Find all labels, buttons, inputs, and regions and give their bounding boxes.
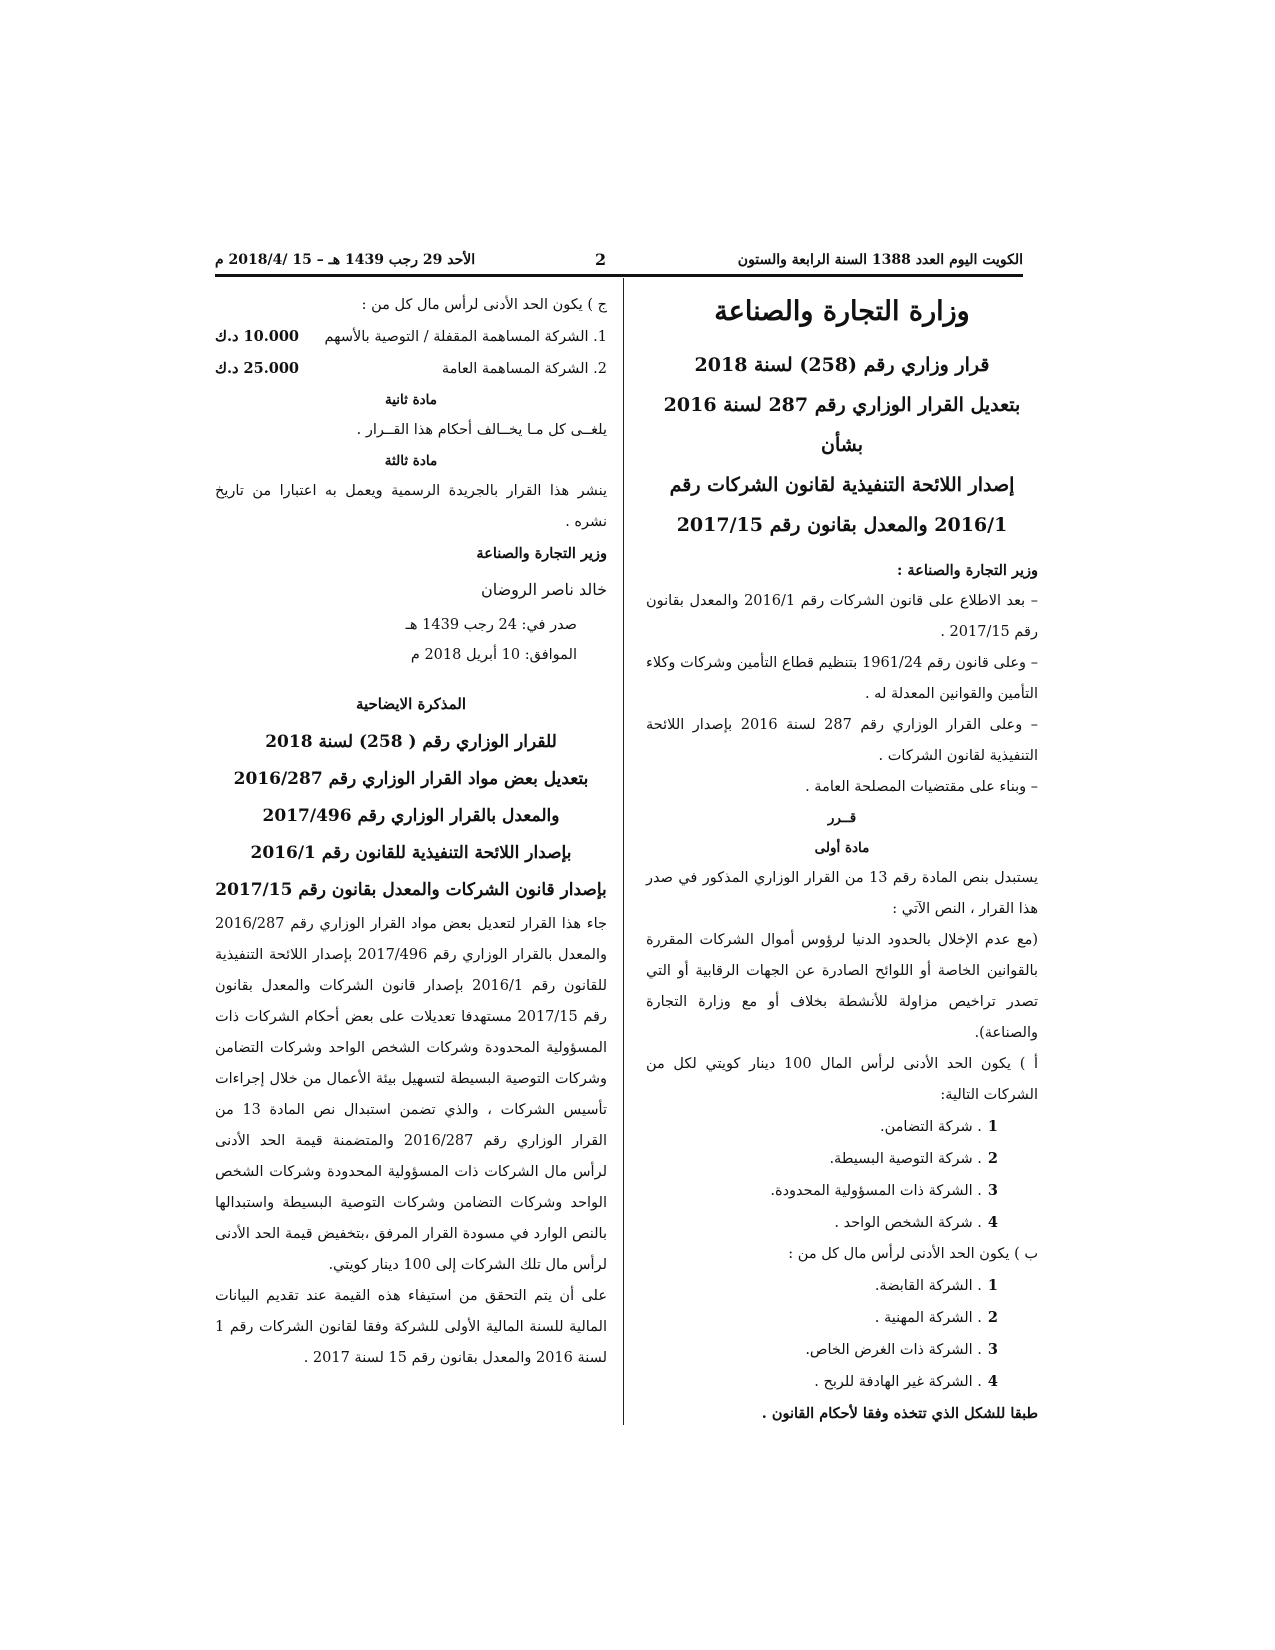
decree-title-line: إصدار اللائحة التنفيذية لقانون الشركات رقم	[669, 474, 1015, 496]
clause-b: ب ) يكون الحد الأدنى لرأس مال كل من :	[788, 1246, 1038, 1262]
memo-subtitle-line: بإصدار اللائحة التنفيذية للقانون رقم 2016/1	[250, 843, 572, 863]
list-item: 4. الشركة غير الهادفة للربح .	[814, 1373, 998, 1390]
item-number: 3	[987, 1341, 998, 1358]
page-header	[215, 250, 1023, 277]
company-type: 2. الشركة المساهمة العامة	[441, 361, 607, 377]
capital-amount: 10.000 د.ك	[215, 328, 300, 345]
memo-body: على أن يتم التحقق من استيفاء هذه القيمة عند تقديم البيانات المالية للسنة المالية الأولى للشركة وفقا لقانون الشركات رقم 1 لسنة 2016 والمعدل بقانون رقم 15 لسنة 2017 .	[215, 1288, 607, 1366]
item-text: الشركة القابضة.	[874, 1278, 973, 1294]
issued-hijri-date: صدر في: 24 رجب 1439 هـ	[405, 617, 577, 633]
closing-text: طبقا للشكل الذي تتخذه وفقا لأحكام القانون .	[761, 1405, 1038, 1422]
article-one-heading: مادة أولى	[814, 840, 870, 856]
company-type: 1. الشركة المساهمة المقفلة / التوصية بالأسهم	[324, 329, 607, 345]
item-number: 2	[987, 1150, 998, 1167]
item-text: الشركة المهنية .	[874, 1310, 973, 1326]
capital-row	[215, 321, 607, 353]
article-three-heading: مادة ثالثة	[384, 453, 438, 469]
column-divider	[623, 278, 624, 1425]
list-item: 4. شركة الشخص الواحد .	[834, 1214, 998, 1231]
list-item: 2. الشركة المهنية .	[874, 1309, 998, 1326]
issued-gregorian-date: الموافق: 10 أبريل 2018 م	[410, 647, 577, 663]
ministry-title: وزارة التجارة والصناعة	[714, 296, 970, 327]
preamble-item: – وعلى قانون رقم 1961/24 بتنظيم قطاع التأمين وشركات وكلاء التأمين والقوانين المعدلة له .	[646, 655, 1038, 702]
item-text: الشركة ذات المسؤولية المحدودة.	[770, 1183, 973, 1199]
memo-subtitle-line: بإصدار قانون الشركات والمعدل بقانون رقم 2017/15	[215, 880, 607, 900]
list-item: 3. الشركة ذات المسؤولية المحدودة.	[770, 1182, 998, 1199]
page-number: 2	[595, 250, 607, 269]
decided-heading: قــرر	[827, 810, 857, 826]
clause-a: أ ) يكون الحد الأدنى لرأس المال 100 دينار كويتي لكل من الشركات التالية:	[646, 1056, 1038, 1103]
list-item: 1. شركة التضامن.	[880, 1118, 998, 1135]
quoted-text: (مع عدم الإخلال بالحدود الدنيا لرؤوس أموال الشركات المقررة بالقوانين الخاصة أو اللوائح الصادرة عن الجهات الرقابية أو التي تصدر تراخيص مزاولة للأنشطة بخلاف أو مع وزارة التجارة والصناعة).	[646, 932, 1038, 1041]
memo-subtitle-line: بتعديل بعض مواد القرار الوزاري رقم 2016/287	[233, 769, 589, 789]
left-column	[215, 290, 607, 1374]
preamble-item: – وعلى القرار الوزاري رقم 287 لسنة 2016 بإصدار اللائحة التنفيذية لقانون الشركات .	[646, 717, 1038, 764]
article-two-heading: مادة ثانية	[384, 392, 438, 408]
item-number: 4	[987, 1214, 998, 1231]
memo-body: جاء هذا القرار لتعديل بعض مواد القرار الوزاري رقم 2016/287 والمعدل بالقرار الوزاري رقم 2017/496 بإصدار اللائحة التنفيذية للقانون رقم 2016/1 بإصدار قانون الشركات والمعدل بقانون رقم 2017/15 مستهدفا تعديلات على بعض أحكام الشركات ذات المسؤولية المحدودة وشركات الشخص الواحد وشركات التضامن وشركات التوصية البسيطة لتسهيل بيئة الأعمال من خلال إجراءات تأسيس الشركات ، والذي تضمن استبدال نص المادة 13 من القرار الوزاري رقم 2016/287 والمتضمنة قيمة الحد الأدنى لرأس مال الشركات ذات المسؤولية المحدودة وشركات الشخص الواحد وشركات التضامن وشركات التوصية البسيطة واستبدالها بالنص الوارد في مسودة القرار المرفق ،بتخفيض قيمة الحد الأدنى لرأس مال تلك الشركات إلى 100 دينار كويتي.	[215, 916, 608, 1273]
item-text: شركة الشخص الواحد .	[834, 1215, 973, 1231]
capital-amount: 25.000 د.ك	[215, 360, 300, 377]
preamble-item: – بعد الاطلاع على قانون الشركات رقم 2016/1 والمعدل بقانون رقم 2017/15 .	[646, 593, 1038, 640]
memo-title: المذكرة الايضاحية	[355, 695, 467, 713]
decree-title-line: 2016/1 والمعدل بقانون رقم 2017/15	[676, 514, 1008, 536]
signature-title: وزير التجارة والصناعة	[476, 545, 607, 562]
article-two-text: يلغــى كل مـا يخــالف أحكام هذا القــرار .	[356, 422, 607, 438]
clause-c: ج ) يكون الحد الأدنى لرأس مال كل من :	[361, 297, 607, 313]
minister-intro: وزير التجارة والصناعة :	[897, 562, 1038, 579]
article-one-text: يستبدل بنص المادة رقم 13 من القرار الوزاري المذكور في صدر هذا القرار ، النص الآتي :	[646, 870, 1038, 917]
memo-subtitle-line: للقرار الوزاري رقم ( 258) لسنة 2018	[265, 732, 557, 752]
list-item: 1. الشركة القابضة.	[874, 1277, 998, 1294]
decree-title-line: قرار وزاري رقم (258) لسنة 2018	[694, 354, 990, 376]
capital-row	[215, 353, 607, 385]
item-number: 1	[987, 1277, 998, 1294]
memo-subtitle-line: والمعدل بالقرار الوزاري رقم 2017/496	[262, 806, 560, 826]
signature-name: خالد ناصر الروضان	[480, 580, 607, 599]
item-text: الشركة ذات الغرض الخاص.	[805, 1342, 973, 1358]
item-text: الشركة غير الهادفة للربح .	[814, 1374, 973, 1390]
item-number: 2	[987, 1309, 998, 1326]
list-item: 2. شركة التوصية البسيطة.	[829, 1150, 998, 1167]
list-item: 3. الشركة ذات الغرض الخاص.	[805, 1341, 998, 1358]
item-number: 3	[987, 1182, 998, 1199]
item-number: 4	[987, 1373, 998, 1390]
item-number: 1	[987, 1118, 998, 1135]
item-text: شركة التضامن.	[880, 1119, 973, 1135]
issue-date: الأحد 29 رجب 1439 هـ – 15 /2018/4 م	[215, 252, 476, 268]
article-three-text: ينشر هذا القرار بالجريدة الرسمية ويعمل به اعتبارا من تاريخ نشره .	[215, 483, 607, 530]
decree-title-line: بتعديل القرار الوزاري رقم 287 لسنة 2016 بشأن	[663, 394, 1021, 456]
item-text: شركة التوصية البسيطة.	[829, 1151, 973, 1167]
preamble-item: – وبناء على مقتضيات المصلحة العامة .	[805, 779, 1038, 795]
gazette-issue-info: الكويت اليوم العدد 1388 السنة الرابعة والستون	[737, 252, 1023, 268]
right-column	[646, 290, 1038, 1429]
